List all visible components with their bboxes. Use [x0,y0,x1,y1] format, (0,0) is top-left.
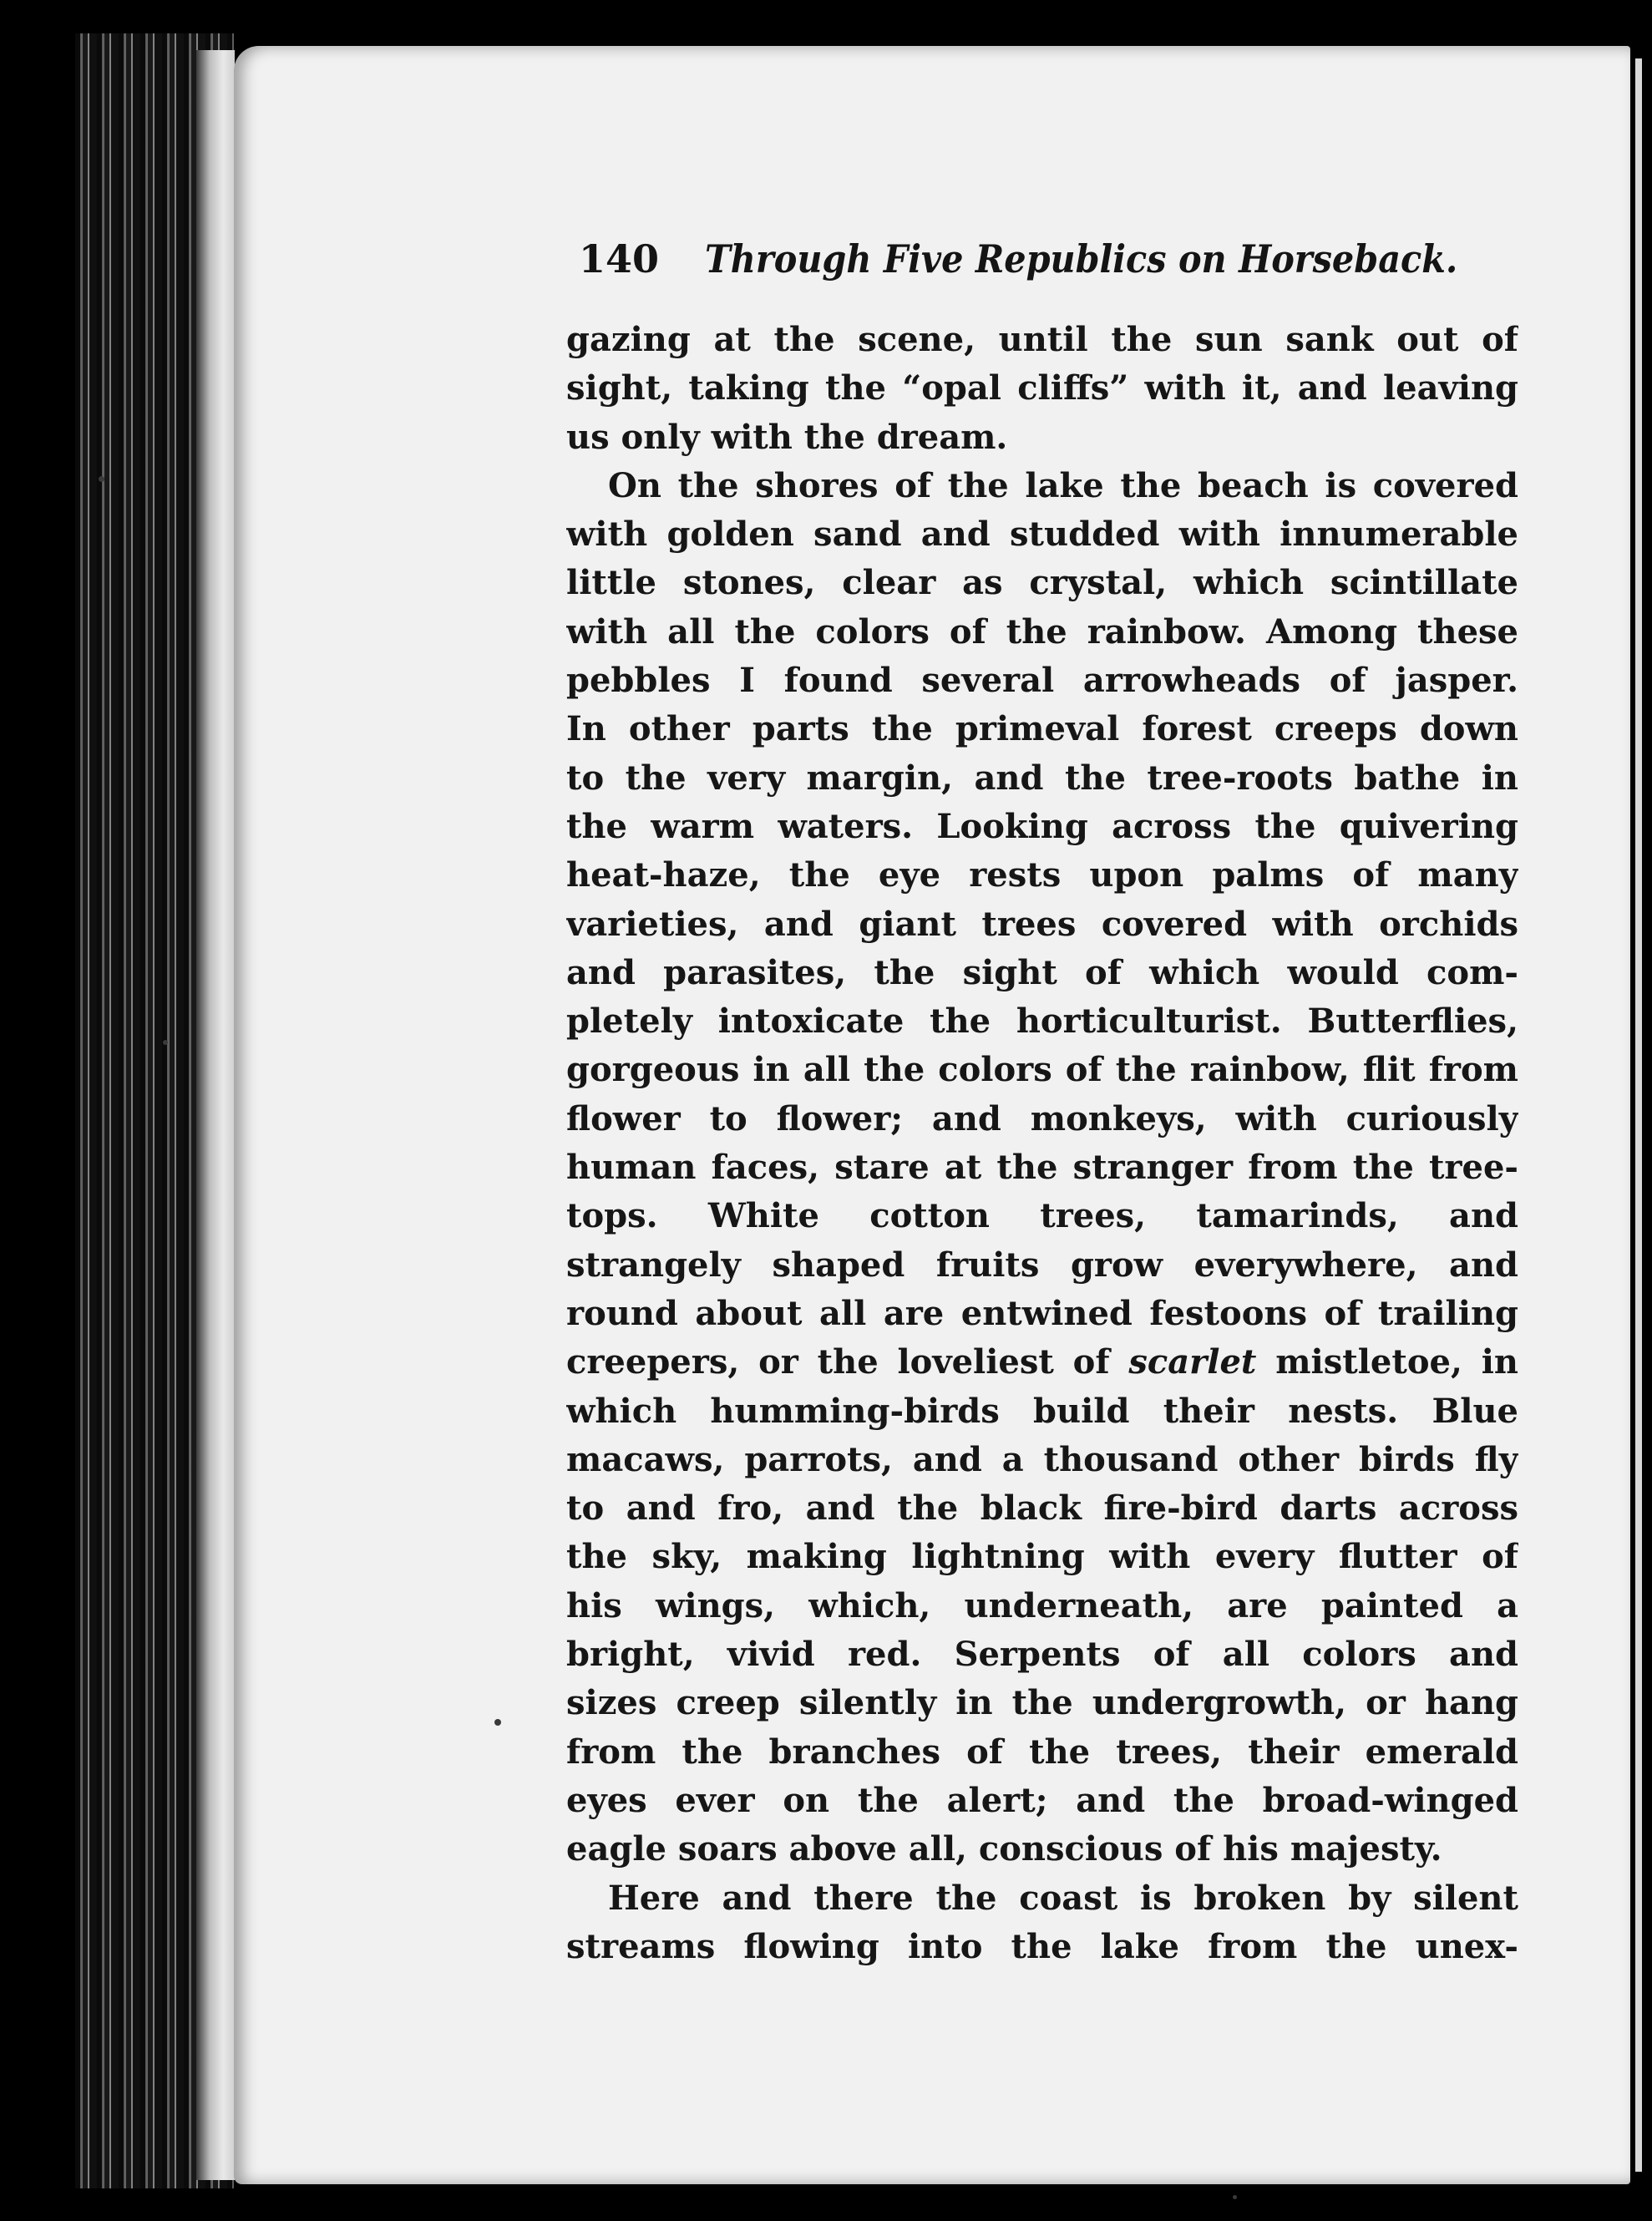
text-line-mixed [566,1338,1518,1387]
running-header [579,234,1464,284]
text-line: On the shores of the lake the beach is covered [608,465,1518,505]
text-line: sizes creep silently in the undergrowth, or hang [566,1683,1518,1723]
text-line: strangely shaped fruits grow everywhere, and [566,1245,1518,1285]
text-line: gazing at the scene, until the sun sank out of [566,320,1518,359]
text-segment: mistletoe, in [1275,1342,1518,1382]
text-line: bright, vivid red. Serpents of all colors and [566,1635,1518,1675]
italic-word: scarlet [1128,1342,1257,1382]
text-line: streams flowing into the lake from the unex- [566,1926,1518,1966]
text-line: to the very margin, and the tree-roots bathe in [566,758,1518,798]
text-line: with all the colors of the rainbow. Among these [566,611,1518,652]
page-stack-edge [196,50,235,2180]
text-line: round about all are entwined festoons of trailing [566,1293,1518,1333]
text-line: In other parts the primeval forest creeps down [566,709,1518,749]
text-line: to and fro, and the black fire-bird darts across [566,1488,1518,1529]
text-line: human faces, stare at the stranger from the tree- [566,1148,1518,1188]
text-line: eagle soars above all, conscious of his majesty. [566,1829,1442,1869]
text-line: with golden sand and studded with innumerable [566,515,1518,555]
page-number: 140 [579,236,660,281]
text-line: sight, taking the “opal cliffs” with it, and leaving [566,368,1518,408]
text-line: pletely intoxicate the horticulturist. Butterflies, [566,1001,1518,1042]
text-line: eyes ever on the alert; and the broad-winged [566,1780,1518,1820]
text-line: his wings, which, underneath, are painted a [566,1585,1518,1625]
text-line: flower to flower; and monkeys, with curiously [566,1098,1518,1138]
text-line: tops. White cotton trees, tamarinds, and [566,1196,1518,1236]
text-line: macaws, parrots, and a thousand other birds fly [566,1439,1518,1479]
text-line: heat-haze, the eye rests upon palms of many [566,855,1518,895]
text-line: the warm waters. Looking across the quivering [566,806,1518,846]
margin-speck [494,1719,501,1726]
text-segment: creepers, or the loveliest of [566,1342,1110,1382]
margin-speck [99,476,104,482]
text-line: the sky, making lightning with every flutter of [566,1537,1518,1577]
margin-speck [1233,2195,1237,2199]
text-line: from the branches of the trees, their emerald [566,1732,1518,1772]
text-line: gorgeous in all the colors of the rainbow, flit from [566,1050,1518,1090]
page-right-edge [1635,58,1642,2172]
text-line: and parasites, the sight of which would com- [566,952,1518,992]
text-line: varieties, and giant trees covered with orchids [566,904,1518,944]
text-line: us only with the dream. [566,417,1008,457]
body-text [566,316,1518,1971]
text-line: Here and there the coast is broken by silent [608,1878,1518,1918]
book-title: Through Five Republics on Horseback. [704,236,1458,281]
text-line: which humming-birds build their nests. Blue [566,1391,1518,1431]
margin-speck [163,1040,168,1045]
text-line: pebbles I found several arrowheads of jasper. [566,661,1518,701]
text-line: little stones, clear as crystal, which scintillate [566,563,1518,603]
